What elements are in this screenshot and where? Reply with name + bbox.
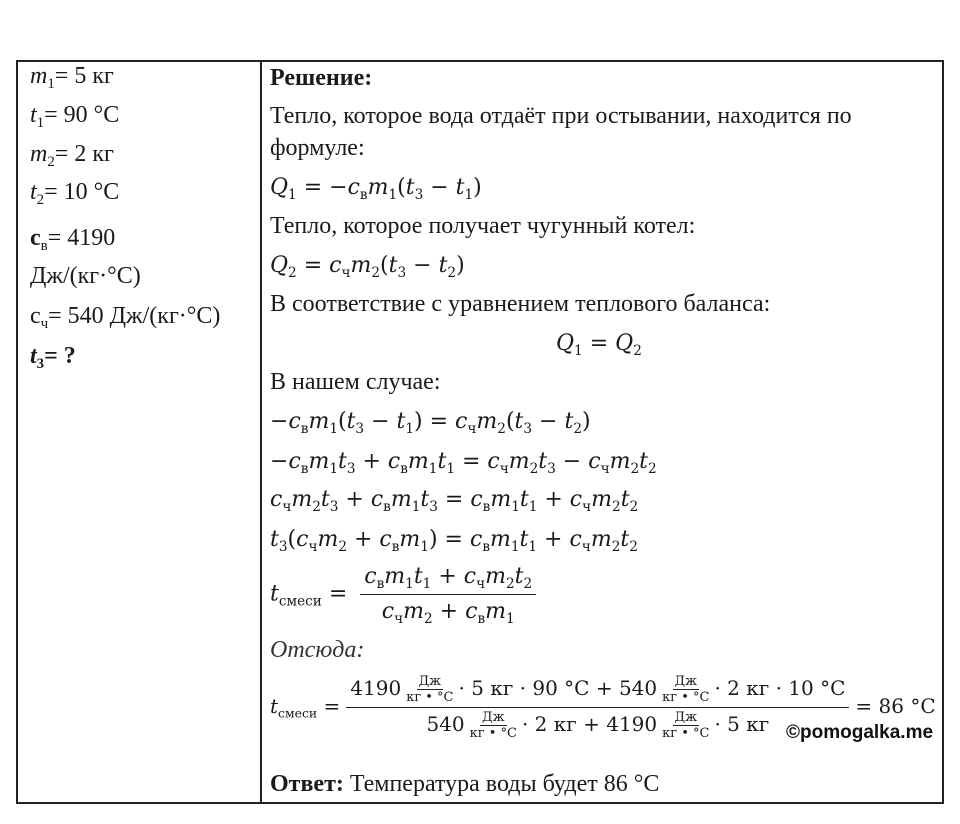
- text-3: В соответствие с уравнением теплового баланса:: [270, 291, 771, 317]
- eq-q2: $Q_2 = c_чm_2(t_3 - t_2)$: [270, 253, 465, 281]
- given-cch: $с_ч= 540$ Дж/(кг·°C): [30, 303, 221, 333]
- given-cv: $c_в= 4190$: [30, 225, 116, 255]
- given-t2: $t_2= 10$ °C: [30, 179, 120, 209]
- eq-step1: $-c_вm_1(t_3 - t_1) = c_чm_2(t_3 - t_2)$: [270, 409, 591, 437]
- watermark: ©pomogalka.me: [786, 722, 934, 743]
- given-find: $t_3=$ ?: [30, 343, 76, 373]
- eq-step2: $-c_вm_1t_3 + c_вm_1t_1 = c_чm_2t_3 - c_чm_2t_2$: [270, 449, 657, 477]
- eq-tmix-general: $t_{смеси}$ = $\frac{c_вm_1t_1 + c_чm_2t_2}{c_чm_2 + c_вm_1}$: [270, 562, 542, 627]
- text-5: Отсюда:: [270, 637, 365, 663]
- eq-step4: $t_3(c_чm_2 + c_вm_1) = c_вm_1t_1 + c_чm_2t_2$: [270, 527, 638, 555]
- answer-line: Ответ: Температура воды будет 86 °C: [270, 771, 660, 797]
- given-t1: $t_1= 90$ °C: [30, 102, 120, 132]
- eq-balance: $Q_1 = Q_2$: [556, 331, 642, 359]
- eq-q1: $Q_1 = -c_вm_1(t_3 - t_1)$: [270, 175, 482, 203]
- column-divider: [260, 62, 262, 802]
- eq-step3: $c_чm_2t_3 + c_вm_1t_3 = c_вm_1t_1 + c_чm_2t_2$: [270, 487, 639, 515]
- solution-heading: Решение:: [270, 65, 373, 91]
- given-m2: $m_2= 2$ кг: [30, 141, 114, 171]
- text-1b: формуле:: [270, 135, 365, 161]
- text-1a: Тепло, которое вода отдаёт при остывании, находится по: [270, 103, 852, 129]
- text-4: В нашем случае:: [270, 369, 441, 395]
- given-cv-unit: Дж/(кг·°C): [30, 263, 141, 289]
- text-2: Тепло, которое получает чугунный котел:: [270, 213, 696, 239]
- given-m1: $m_1= 5$ кг: [30, 63, 114, 93]
- eq-tmix-numeric: $t_{смеси}$ = 4190 Дж кг • °C · 5 кг · 90 °C + 540 Дж кг • °C · 2 кг · 10 °C 540 Дж кг • °C · 2 кг + 4190 Дж кг • °C · 5 кг = 86 °C: [270, 674, 936, 741]
